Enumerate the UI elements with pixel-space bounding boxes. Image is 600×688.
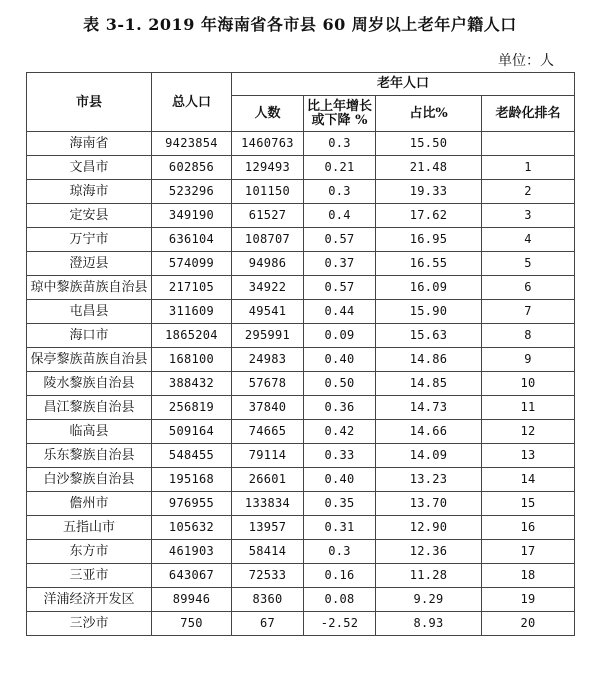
header-change-line2: 或下降 %: [311, 112, 368, 128]
cell-rank: 7: [482, 300, 575, 324]
cell-change-percent: 0.08: [304, 588, 376, 612]
cell-change-percent: 0.31: [304, 516, 376, 540]
cell-city: 三亚市: [27, 564, 152, 588]
table-title: 表 3-1. 2019 年海南省各市县 60 周岁以上老年户籍人口: [83, 15, 517, 34]
cell-total-population: 976955: [152, 492, 232, 516]
cell-elderly-count: 74665: [232, 420, 304, 444]
cell-total-population: 523296: [152, 180, 232, 204]
cell-ratio: 15.90: [376, 300, 482, 324]
cell-change-percent: -2.52: [304, 612, 376, 636]
cell-change-percent: 0.3: [304, 132, 376, 156]
cell-change-percent: 0.09: [304, 324, 376, 348]
cell-ratio: 16.55: [376, 252, 482, 276]
table-row: [27, 420, 575, 444]
cell-total-population: 548455: [152, 444, 232, 468]
cell-elderly-count: 129493: [232, 156, 304, 180]
cell-rank: 13: [482, 444, 575, 468]
cell-elderly-count: 72533: [232, 564, 304, 588]
cell-city: 文昌市: [27, 156, 152, 180]
cell-rank: 3: [482, 204, 575, 228]
cell-city: 琼中黎族苗族自治县: [27, 276, 152, 300]
cell-elderly-count: 13957: [232, 516, 304, 540]
cell-ratio: 9.29: [376, 588, 482, 612]
cell-city: 澄迈县: [27, 252, 152, 276]
cell-rank: 15: [482, 492, 575, 516]
cell-rank: [482, 132, 575, 156]
cell-ratio: 14.09: [376, 444, 482, 468]
cell-ratio: 12.36: [376, 540, 482, 564]
table-row: [27, 156, 575, 180]
cell-elderly-count: 34922: [232, 276, 304, 300]
cell-change-percent: 0.44: [304, 300, 376, 324]
cell-ratio: 15.50: [376, 132, 482, 156]
cell-ratio: 12.90: [376, 516, 482, 540]
cell-total-population: 9423854: [152, 132, 232, 156]
cell-ratio: 17.62: [376, 204, 482, 228]
cell-rank: 5: [482, 252, 575, 276]
cell-rank: 10: [482, 372, 575, 396]
table-row: [27, 564, 575, 588]
cell-rank: 9: [482, 348, 575, 372]
cell-city: 海口市: [27, 324, 152, 348]
cell-city: 海南省: [27, 132, 152, 156]
cell-elderly-count: 8360: [232, 588, 304, 612]
cell-total-population: 89946: [152, 588, 232, 612]
cell-change-percent: 0.42: [304, 420, 376, 444]
cell-total-population: 1865204: [152, 324, 232, 348]
cell-elderly-count: 24983: [232, 348, 304, 372]
cell-total-population: 349190: [152, 204, 232, 228]
cell-change-percent: 0.33: [304, 444, 376, 468]
cell-city: 临高县: [27, 420, 152, 444]
cell-total-population: 509164: [152, 420, 232, 444]
table-row: [27, 324, 575, 348]
cell-ratio: 14.86: [376, 348, 482, 372]
cell-rank: 18: [482, 564, 575, 588]
cell-ratio: 19.33: [376, 180, 482, 204]
cell-ratio: 15.63: [376, 324, 482, 348]
table-row: [27, 468, 575, 492]
cell-change-percent: 0.3: [304, 540, 376, 564]
cell-rank: 20: [482, 612, 575, 636]
cell-total-population: 461903: [152, 540, 232, 564]
cell-elderly-count: 67: [232, 612, 304, 636]
header-rank: 老龄化排名: [482, 96, 575, 132]
cell-change-percent: 0.4: [304, 204, 376, 228]
cell-rank: 6: [482, 276, 575, 300]
cell-total-population: 388432: [152, 372, 232, 396]
table-row: [27, 396, 575, 420]
cell-city: 陵水黎族自治县: [27, 372, 152, 396]
cell-total-population: 636104: [152, 228, 232, 252]
cell-rank: 2: [482, 180, 575, 204]
cell-ratio: 11.28: [376, 564, 482, 588]
cell-change-percent: 0.36: [304, 396, 376, 420]
cell-change-percent: 0.3: [304, 180, 376, 204]
cell-city: 保亭黎族苗族自治县: [27, 348, 152, 372]
cell-rank: 1: [482, 156, 575, 180]
cell-ratio: 16.95: [376, 228, 482, 252]
table-row: [27, 300, 575, 324]
cell-change-percent: 0.50: [304, 372, 376, 396]
cell-city: 定安县: [27, 204, 152, 228]
table-row: [27, 348, 575, 372]
cell-rank: 4: [482, 228, 575, 252]
cell-rank: 16: [482, 516, 575, 540]
cell-ratio: 14.73: [376, 396, 482, 420]
cell-elderly-count: 58414: [232, 540, 304, 564]
cell-total-population: 217105: [152, 276, 232, 300]
cell-ratio: 21.48: [376, 156, 482, 180]
table-row: [27, 372, 575, 396]
cell-change-percent: 0.40: [304, 348, 376, 372]
header-change: [304, 96, 376, 132]
table-row: [27, 228, 575, 252]
cell-city: 洋浦经济开发区: [27, 588, 152, 612]
cell-ratio: 14.85: [376, 372, 482, 396]
elderly-population-table: [26, 72, 575, 636]
table-row: [27, 276, 575, 300]
cell-elderly-count: 1460763: [232, 132, 304, 156]
unit-label: 单位：人: [498, 53, 554, 69]
cell-total-population: 256819: [152, 396, 232, 420]
cell-rank: 12: [482, 420, 575, 444]
header-count: 人数: [232, 96, 304, 132]
table-row: [27, 516, 575, 540]
cell-rank: 17: [482, 540, 575, 564]
cell-elderly-count: 57678: [232, 372, 304, 396]
table-body: [27, 132, 575, 636]
cell-change-percent: 0.57: [304, 228, 376, 252]
cell-elderly-count: 37840: [232, 396, 304, 420]
cell-total-population: 311609: [152, 300, 232, 324]
cell-elderly-count: 295991: [232, 324, 304, 348]
cell-city: 琼海市: [27, 180, 152, 204]
cell-rank: 19: [482, 588, 575, 612]
cell-elderly-count: 79114: [232, 444, 304, 468]
cell-rank: 14: [482, 468, 575, 492]
cell-city: 乐东黎族自治县: [27, 444, 152, 468]
cell-change-percent: 0.37: [304, 252, 376, 276]
cell-rank: 8: [482, 324, 575, 348]
table-row: [27, 588, 575, 612]
cell-ratio: 16.09: [376, 276, 482, 300]
header-elderly-population: 老年人口: [232, 73, 575, 96]
cell-ratio: 13.70: [376, 492, 482, 516]
cell-ratio: 8.93: [376, 612, 482, 636]
table-row: [27, 180, 575, 204]
cell-elderly-count: 61527: [232, 204, 304, 228]
cell-elderly-count: 49541: [232, 300, 304, 324]
cell-city: 白沙黎族自治县: [27, 468, 152, 492]
cell-elderly-count: 101150: [232, 180, 304, 204]
cell-change-percent: 0.35: [304, 492, 376, 516]
cell-city: 儋州市: [27, 492, 152, 516]
table-row: [27, 132, 575, 156]
cell-total-population: 105632: [152, 516, 232, 540]
cell-city: 东方市: [27, 540, 152, 564]
cell-city: 昌江黎族自治县: [27, 396, 152, 420]
cell-ratio: 13.23: [376, 468, 482, 492]
cell-elderly-count: 108707: [232, 228, 304, 252]
cell-total-population: 643067: [152, 564, 232, 588]
table-row: [27, 492, 575, 516]
header-total-population: 总人口: [152, 73, 232, 132]
cell-change-percent: 0.40: [304, 468, 376, 492]
cell-city: 屯昌县: [27, 300, 152, 324]
table-row: [27, 204, 575, 228]
table-row: [27, 540, 575, 564]
header-city: 市县: [27, 73, 152, 132]
cell-total-population: 195168: [152, 468, 232, 492]
header-ratio: 占比%: [376, 96, 482, 132]
cell-elderly-count: 94986: [232, 252, 304, 276]
table-row: [27, 444, 575, 468]
cell-total-population: 168100: [152, 348, 232, 372]
cell-total-population: 602856: [152, 156, 232, 180]
cell-change-percent: 0.57: [304, 276, 376, 300]
cell-rank: 11: [482, 396, 575, 420]
cell-city: 五指山市: [27, 516, 152, 540]
cell-city: 万宁市: [27, 228, 152, 252]
cell-total-population: 574099: [152, 252, 232, 276]
cell-elderly-count: 26601: [232, 468, 304, 492]
cell-city: 三沙市: [27, 612, 152, 636]
cell-ratio: 14.66: [376, 420, 482, 444]
table-row: [27, 252, 575, 276]
cell-change-percent: 0.21: [304, 156, 376, 180]
cell-total-population: 750: [152, 612, 232, 636]
cell-change-percent: 0.16: [304, 564, 376, 588]
cell-elderly-count: 133834: [232, 492, 304, 516]
table-row: [27, 612, 575, 636]
header-change-line1: 比上年增长: [306, 98, 372, 114]
